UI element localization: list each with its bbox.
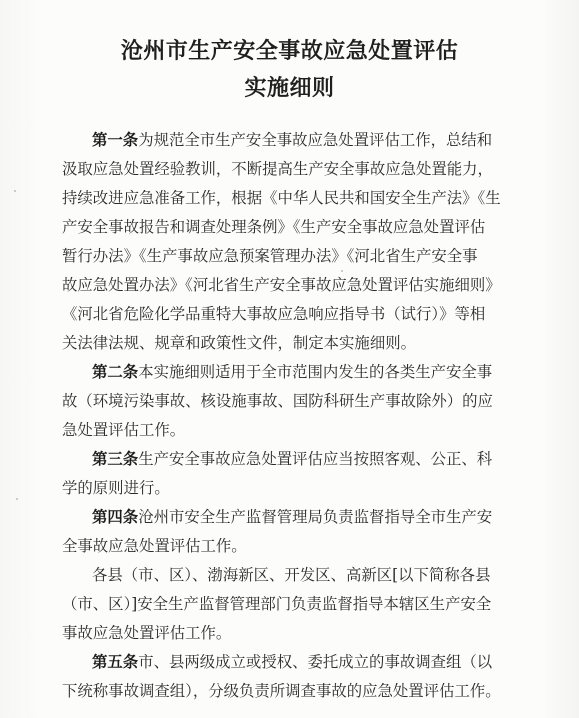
line-text: 急处置评估工作。 xyxy=(62,421,186,439)
article-number: 第四条 xyxy=(92,508,139,526)
text-line xyxy=(62,619,532,648)
line-text: 市、县两级成立或授权、委托成立的事故调查组（以 xyxy=(138,653,493,671)
line-text: 本实施细则适用于全市范围内发生的各类生产安全事 xyxy=(138,363,493,381)
line-text: 《河北省危险化学品重特大事故应急响应指导书（试行）》等相 xyxy=(62,305,486,323)
article-number: 第二条 xyxy=(92,363,139,381)
text-line xyxy=(62,590,532,619)
text-line xyxy=(62,271,532,300)
text-line xyxy=(62,300,532,329)
line-text: 全事故应急处置评估工作。 xyxy=(62,537,247,555)
scan-speck xyxy=(14,190,16,192)
text-line xyxy=(62,503,532,532)
text-line xyxy=(62,155,532,184)
text-line xyxy=(62,648,532,677)
line-text: 故应急处置办法》《河北省生产安全事故应急处置评估实施细则》 xyxy=(62,276,501,294)
text-line xyxy=(62,532,532,561)
article-number: 第五条 xyxy=(92,653,139,671)
text-line xyxy=(62,358,532,387)
line-text: 下统称事故调查组），分级负责所调查事故的应急处置评估工作。 xyxy=(62,682,501,700)
line-text: 关法律法规、规章和政策性文件，制定本实施细则。 xyxy=(62,334,416,352)
text-line xyxy=(62,329,532,358)
line-text: （市、区）]安全生产监督管理部门负责监督指导本辖区生产安全 xyxy=(62,595,492,613)
text-line xyxy=(62,184,532,213)
line-text: 为规范全市生产安全事故应急处置评估工作，总结和 xyxy=(138,131,493,149)
scan-speck xyxy=(341,270,343,272)
line-text: 故（环境污染事故、核设施事故、国防科研生产事故除外）的应 xyxy=(62,392,493,410)
line-text: 学的原则进行。 xyxy=(62,479,170,497)
text-line xyxy=(62,474,532,503)
line-text: 产安全事故报告和调查处理条例》《生产安全事故应急处置评估 xyxy=(62,218,486,236)
scan-speck xyxy=(16,498,18,500)
line-text: 汲取应急处置经验教训，不断提高生产安全事故应急处置能力， xyxy=(62,160,493,178)
line-text: 暂行办法》《生产事故应急预案管理办法》《河北省生产安全事 xyxy=(62,247,478,265)
line-text: 沧州市安全生产监督管理局负责监督指导全市生产安 xyxy=(138,508,493,526)
text-line xyxy=(62,416,532,445)
text-line xyxy=(62,126,532,155)
article-number: 第一条 xyxy=(92,131,139,149)
text-line xyxy=(62,213,532,242)
text-line xyxy=(62,387,532,416)
document-title-line-2: 实施细则 xyxy=(244,76,335,101)
text-line xyxy=(62,242,532,271)
text-line xyxy=(62,677,532,706)
text-line xyxy=(62,445,532,474)
article-number: 第三条 xyxy=(92,450,139,468)
line-text: 各县（市、区）、渤海新区、开发区、高新区[以下简称各县 xyxy=(92,566,491,584)
line-text: 持续改进应急准备工作，根据《中华人民共和国安全生产法》《生 xyxy=(62,189,501,207)
text-line xyxy=(62,561,532,590)
document-body xyxy=(62,126,532,706)
line-text: 生产安全事故应急处置评估应当按照客观、公正、科 xyxy=(138,450,493,468)
line-text: 事故应急处置评估工作。 xyxy=(62,624,232,642)
document-title-line-1: 沧州市生产安全事故应急处置评估 xyxy=(120,39,459,64)
